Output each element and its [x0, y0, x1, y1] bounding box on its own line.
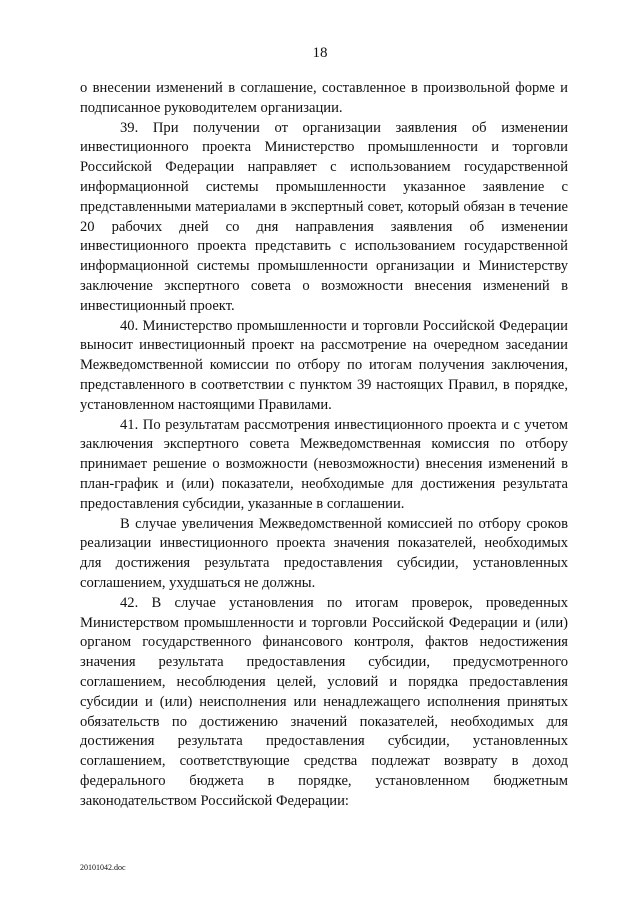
paragraph-clause-40: 40. Министерство промышленности и торговли Российской Федерации выносит инвестиционный проект на рассмотрение на очередном заседании Межведомственной комиссии по отбору по итогам получения заключения, представленного в соответствии с пунктом 39 настоящих Правил, в порядке, установленном настоящими Правилами. — [80, 317, 568, 413]
document-body — [80, 79, 568, 811]
paragraph-continuation: о внесении изменений в соглашение, составленное в произвольной форме и подписанное руководителем организации. — [80, 80, 568, 116]
paragraph-clause-41-addendum: В случае увеличения Межведомственной комиссией по отбору сроков реализации инвестиционного проекта значения показателей, необходимых для достижения результата предоставления субсидии, установленных соглашением, ухудшаться не должны. — [80, 515, 568, 591]
paragraph-clause-39: 39. При получении от организации заявления об изменении инвестиционного проекта Министерство промышленности и торговли Российской Федерации направляет с использованием государственной информационной системы промышленности указанное заявление с представленными материалами в экспертный совет, который обязан в течение 20 рабочих дней со дня направления заявления об изменении инвестиционного проекта представить с использованием государственной информационной системы промышленности организации и Министерству заключение экспертного совета о возможности внесения изменений в инвестиционный проект. — [80, 119, 568, 314]
paragraph-clause-42: 42. В случае установления по итогам проверок, проведенных Министерством промышленности и торговли Российской Федерации и (или) органом государственного финансового контроля, фактов недостижения значения результата предоставления субсидии, предусмотренного соглашением, несоблюдения целей, условий и порядка предоставления субсидии и (или) неисполнения или ненадлежащего исполнения принятых обязательств по достижению значений показателей, необходимых для достижения результата предоставления субсидии, установленных соглашением, соответствующие средства подлежат возврату в доход федерального бюджета в порядке, установленном бюджетным законодательством Российской Федерации: — [80, 594, 568, 809]
paragraph-clause-41: 41. По результатам рассмотрения инвестиционного проекта и с учетом заключения экспертного совета Межведомственная комиссия по отбору принимает решение о возможности (невозможности) внесения изменений в план-график и (или) показатели, необходимые для достижения результата предоставления субсидии, указанные в соглашении. — [80, 416, 568, 512]
footer-file-name: 20101042.doc — [80, 863, 126, 872]
page-number: 18 — [312, 45, 328, 61]
